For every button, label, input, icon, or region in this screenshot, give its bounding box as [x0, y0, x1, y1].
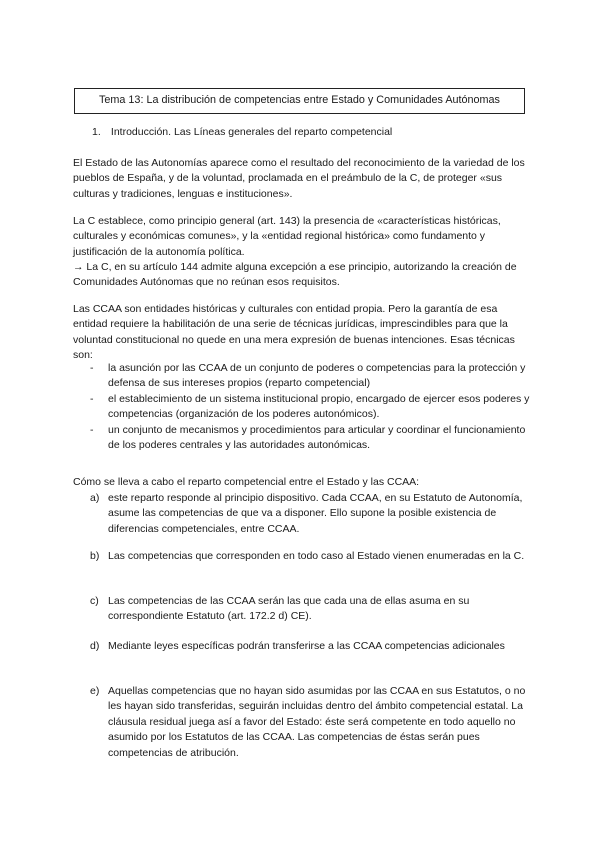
- list-item: [90, 423, 530, 454]
- list-item-text: Las competencias de las CCAA serán las que cada una de ellas asuma en su correspondiente Estatuto (art. 172.2 d) CE).: [108, 595, 470, 623]
- list-dash: -: [90, 362, 94, 374]
- list-item-text: un conjunto de mecanismos y procedimientos para articular y coordinar el funcionamiento de los poderes centrales y las autoridades autonómicas.: [108, 423, 526, 452]
- paragraph-entidades-historicas: Las CCAA son entidades históricas y culturales con entidad propia. Pero la garantía de esa entidad requiere la habilitación de una serie de técnicas jurídicas, imprescindibles para que la voluntad constitucional no quede en una mera expresión de buenas intenciones. Esas técnicas son:: [73, 303, 515, 362]
- list-letter: b): [90, 550, 100, 562]
- paragraph-articulo-144: → La C, en su artículo 144 admite alguna excepción a ese principio, autorizando la creación de Comunidades Autónomas que no reúnan esos requisitos.: [73, 261, 517, 289]
- list-item: [90, 684, 530, 761]
- list-item: [90, 549, 530, 564]
- list-letter: a): [90, 492, 100, 504]
- list-letter: d): [90, 640, 100, 652]
- list-item-text: Aquellas competencias que no hayan sido asumidas por las CCAA en sus Estatutos, o no les hayan sido transferidas, seguirán incluidas dentro del ámbito competencial estatal. La cláusula residual juega así a favor del Estado: éste será competente en todo aquello no asumido por los Estatutos de las CCAA. Las competencias de éstas serán pues competencias de atribución.: [108, 685, 526, 759]
- list-item: [90, 491, 530, 537]
- topic-title-box: [74, 88, 525, 114]
- section-number: 1.: [92, 126, 101, 138]
- list-dash: -: [90, 423, 94, 436]
- list-item: [90, 639, 530, 654]
- reparto-heading: Cómo se lleva a cabo el reparto competencial entre el Estado y las CCAA:: [73, 476, 420, 488]
- list-letter: c): [90, 595, 99, 607]
- list-item: [90, 594, 530, 625]
- topic-title: Tema 13: La distribución de competencias entre Estado y Comunidades Autónomas: [99, 94, 500, 107]
- section-heading-text: Introducción. Las Líneas generales del reparto competencial: [110, 126, 393, 138]
- list-item-text: Las competencias que corresponden en todo caso al Estado vienen enumeradas en la C.: [108, 550, 525, 562]
- list-item-text: Mediante leyes específicas podrán transferirse a las CCAA competencias adicionales: [108, 640, 505, 652]
- list-letter: e): [90, 685, 100, 697]
- list-item: [90, 392, 530, 423]
- paragraph-estado-autonomias: El Estado de las Autonomías aparece como el resultado del reconocimiento de la variedad de los pueblos de España, y de la voluntad, proclamada en el preámbulo de la C, de proteger «sus culturas y tradiciones, lenguas e instituciones».: [73, 157, 525, 200]
- list-item-text: el establecimiento de un sistema institucional propio, encargado de ejercer esos poderes y competencias (organización de los poderes autonómicos).: [108, 392, 530, 421]
- list-item: [90, 361, 530, 392]
- techniques-list: [90, 361, 530, 453]
- section-heading: [92, 125, 532, 140]
- list-item-text: la asunción por las CCAA de un conjunto de poderes o competencias para la protección y defensa de sus intereses propios (reparto competencial): [108, 362, 526, 390]
- list-dash: -: [90, 392, 94, 405]
- paragraph-principio-general: La C establece, como principio general (art. 143) la presencia de «características históricas, culturales y económicas comunes», y la «entidad regional histórica» como fundamento y justificación de la autonomía política.: [73, 215, 501, 258]
- list-item-text: este reparto responde al principio dispositivo. Cada CCAA, en su Estatuto de Autonomía, asume las competencias de que va a disponer. Ello supone la posible existencia de diferencias competenciales, entre CCAA.: [108, 492, 523, 535]
